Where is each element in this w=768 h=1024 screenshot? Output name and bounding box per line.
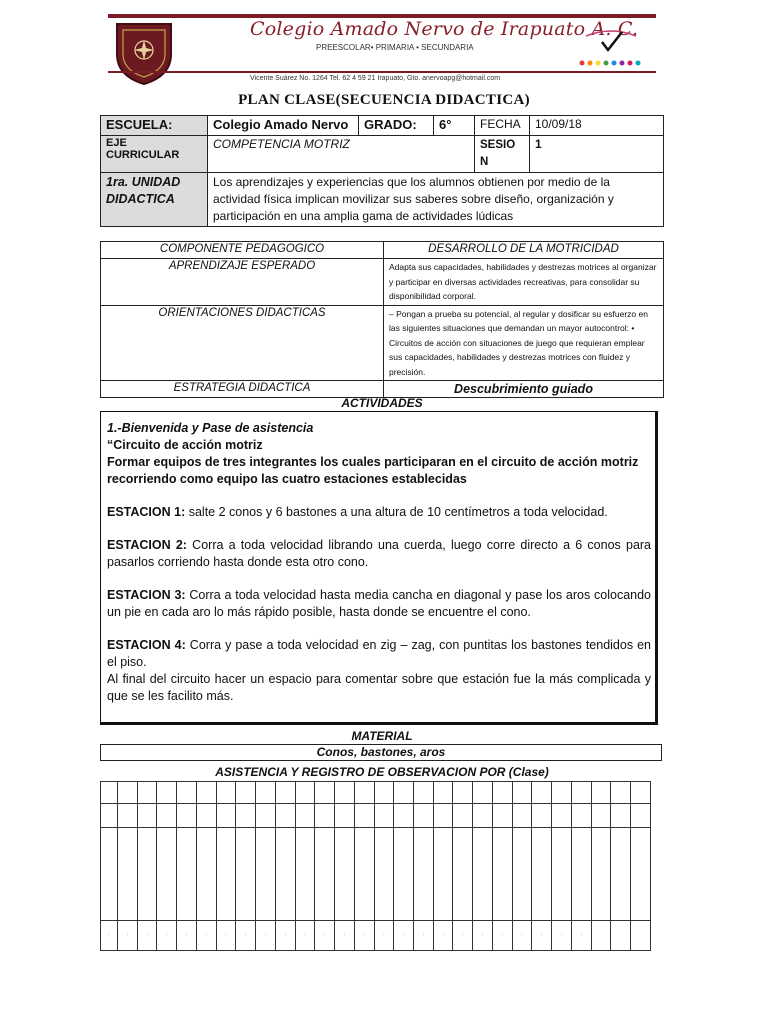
attendance-cell — [295, 828, 315, 921]
cell-mark: · — [225, 932, 227, 939]
attendance-cell — [414, 828, 434, 921]
cell-mark: · — [580, 932, 583, 939]
station-3 — [107, 587, 655, 621]
attendance-cell — [315, 920, 335, 950]
attendance-cell — [414, 920, 434, 950]
attendance-cell — [335, 828, 355, 921]
fecha-label: FECHA — [475, 116, 530, 136]
attendance-cell — [196, 828, 216, 921]
cell-mark: · — [264, 932, 267, 939]
fecha-value: 10/09/18 — [530, 116, 664, 136]
attendance-cell — [177, 782, 197, 804]
station-1-text: salte 2 conos y 6 bastones a una altura de 10 centímetros a toda velocidad. — [185, 505, 608, 519]
attendance-cell — [512, 782, 532, 804]
attendance-cell — [492, 920, 512, 950]
eje-label: EJE CURRICULAR — [101, 136, 208, 173]
attendance-cell — [414, 782, 434, 804]
cell-mark: · — [244, 932, 247, 939]
attendance-cell — [236, 804, 256, 828]
attendance-cell — [571, 920, 591, 950]
station-3-label: ESTACION 3: — [107, 588, 186, 602]
cell-mark: · — [442, 932, 444, 939]
cell-mark: · — [165, 932, 168, 939]
cell-mark: · — [363, 932, 366, 939]
cell-mark: · — [323, 932, 326, 939]
attendance-cell — [157, 782, 177, 804]
attendance-row — [101, 804, 651, 828]
orientaciones-value: – Pongan a prueba su potencial, al regular y dosificar su esfuerzo en las siguientes situaciones que demandan un mayor autocontrol: • Circuitos de acción con situaciones de juego que requieran emplear sus capacidades, habilidades y destrezas motrices con fluidez y precisión. — [384, 305, 664, 381]
attendance-cell — [354, 782, 374, 804]
attendance-cell — [591, 920, 611, 950]
components-table — [100, 241, 664, 398]
attendance-row — [101, 782, 651, 804]
station-3-text: Corra a toda velocidad hasta media cancha en diagonal y pase los aros colocando un pie en cada aro lo más rápido posible, hasta donde se encuentre el cono. — [107, 588, 652, 619]
intro-title: 1.-Bienvenida y Pase de asistencia — [107, 421, 314, 435]
attendance-cell — [315, 828, 335, 921]
attendance-cell — [512, 804, 532, 828]
attendance-cell — [492, 828, 512, 921]
attendance-cell — [374, 782, 394, 804]
attendance-cell — [631, 828, 651, 921]
attendance-cell — [473, 804, 493, 828]
cell-mark: · — [462, 932, 464, 939]
attendance-cell — [216, 828, 236, 921]
attendance-cell — [532, 782, 552, 804]
attendance-cell — [512, 828, 532, 921]
attendance-cell — [433, 828, 453, 921]
station-1-label: ESTACION 1: — [107, 505, 186, 519]
station-4-label: ESTACION 4: — [107, 638, 186, 652]
calidad-badge-icon — [578, 26, 644, 70]
attendance-cell — [315, 782, 335, 804]
attendance-cell — [631, 782, 651, 804]
school-levels: PREESCOLAR• PRIMARIA • SECUNDARIA — [316, 43, 474, 52]
attendance-cell — [532, 920, 552, 950]
cell-mark: · — [304, 932, 306, 939]
cell-mark: · — [284, 932, 287, 939]
attendance-cell — [101, 804, 118, 828]
attendance-cell — [295, 782, 315, 804]
cell-mark: · — [521, 932, 523, 939]
attendance-cell — [394, 828, 414, 921]
cell-mark: · — [126, 932, 129, 939]
attendance-cell — [157, 828, 177, 921]
attendance-cell — [101, 920, 118, 950]
attendance-cell — [335, 782, 355, 804]
estrategia-label: ESTRATEGIA DIDACTICA — [101, 381, 384, 398]
station-4-text: Corra y pase a toda velocidad en zig – zag, con puntitas los bastones tendidos en el piso. — [107, 638, 652, 669]
attendance-cell — [256, 804, 276, 828]
cell-mark: · — [422, 932, 425, 939]
activities-box — [100, 411, 658, 725]
attendance-cell — [552, 920, 572, 950]
school-crest-icon — [113, 20, 175, 86]
cell-mark: · — [343, 932, 346, 939]
attendance-cell — [354, 804, 374, 828]
attendance-cell — [216, 804, 236, 828]
attendance-cell — [473, 828, 493, 921]
cell-mark: · — [481, 932, 484, 939]
attendance-cell — [236, 920, 256, 950]
attendance-cell — [374, 920, 394, 950]
attendance-heading: ASISTENCIA Y REGISTRO DE OBSERVACION POR (Clase) — [215, 765, 549, 779]
escuela-label: ESCUELA: — [101, 116, 208, 136]
attendance-cell — [236, 828, 256, 921]
attendance-cell — [101, 828, 118, 921]
school-address: Vicente Suárez No. 1264 Tel. 62 4 59 21 Irapuato, Gto. anervoapg@hotmail.com — [250, 75, 501, 82]
attendance-cell — [374, 828, 394, 921]
station-4 — [107, 637, 655, 671]
attendance-cell — [453, 828, 473, 921]
sesion-label: SESIO N — [475, 136, 530, 173]
info-table — [100, 115, 664, 227]
attendance-cell — [256, 920, 276, 950]
circuit-description: Formar equipos de tres integrantes los cuales participaran en el circuito de acción motriz recorriendo como equipo las cuatro estaciones establecidas — [107, 455, 639, 486]
componente-value: DESARROLLO DE LA MOTRICIDAD — [384, 242, 664, 259]
attendance-cell — [295, 920, 315, 950]
attendance-cell — [394, 804, 414, 828]
cell-mark: · — [146, 932, 148, 939]
attendance-cell — [236, 782, 256, 804]
closing-text: Al final del circuito hacer un espacio para comentar sobre que estación fue la más complicada y que se les facilito más. — [107, 672, 651, 703]
attendance-cell — [532, 804, 552, 828]
attendance-cell — [433, 804, 453, 828]
grado-value: 6° — [434, 116, 475, 136]
attendance-cell — [394, 920, 414, 950]
cell-mark: · — [501, 932, 504, 939]
componente-label: COMPONENTE PEDAGOGICO — [101, 242, 384, 259]
sesion-value: 1 — [530, 136, 664, 173]
attendance-cell — [552, 804, 572, 828]
attendance-grid — [100, 781, 651, 951]
attendance-cell — [137, 920, 157, 950]
station-2-label: ESTACION 2: — [107, 538, 187, 552]
attendance-cell — [453, 782, 473, 804]
attendance-cell — [118, 828, 138, 921]
attendance-cell — [492, 804, 512, 828]
attendance-cell — [101, 782, 118, 804]
attendance-cell — [611, 828, 631, 921]
attendance-cell — [433, 782, 453, 804]
attendance-cell — [137, 804, 157, 828]
attendance-cell — [611, 804, 631, 828]
attendance-cell — [196, 920, 216, 950]
attendance-row — [101, 920, 651, 950]
estrategia-value: Descubrimiento guiado — [384, 381, 664, 398]
attendance-cell — [137, 828, 157, 921]
cell-mark: · — [560, 932, 563, 939]
attendance-cell — [552, 782, 572, 804]
attendance-cell — [256, 782, 276, 804]
attendance-cell — [118, 804, 138, 828]
attendance-cell — [611, 920, 631, 950]
attendance-cell — [591, 804, 611, 828]
attendance-cell — [453, 804, 473, 828]
attendance-cell — [414, 804, 434, 828]
attendance-row — [101, 828, 651, 921]
attendance-cell — [512, 920, 532, 950]
station-2 — [107, 537, 655, 571]
attendance-cell — [275, 920, 295, 950]
attendance-cell — [275, 828, 295, 921]
cell-mark: · — [108, 932, 110, 939]
attendance-cell — [177, 920, 197, 950]
attendance-cell — [611, 782, 631, 804]
attendance-cell — [196, 782, 216, 804]
escuela-value: Colegio Amado Nervo — [208, 116, 359, 136]
material-heading: MATERIAL — [351, 729, 413, 743]
material-value: Conos, bastones, aros — [100, 744, 662, 761]
attendance-cell — [571, 804, 591, 828]
attendance-cell — [433, 920, 453, 950]
attendance-cell — [275, 804, 295, 828]
attendance-cell — [631, 804, 651, 828]
attendance-cell — [591, 782, 611, 804]
station-1 — [107, 504, 655, 521]
attendance-cell — [335, 804, 355, 828]
cell-mark: · — [402, 932, 405, 939]
attendance-cell — [118, 920, 138, 950]
cell-mark: · — [383, 932, 385, 939]
unidad-label: 1ra. UNIDAD DIDACTICA — [101, 173, 208, 227]
attendance-cell — [571, 782, 591, 804]
attendance-cell — [177, 828, 197, 921]
page-title: PLAN CLASE(SECUENCIA DIDACTICA) — [238, 92, 530, 108]
attendance-cell — [335, 920, 355, 950]
school-name: Colegio Amado Nervo de Irapuato A. C. — [250, 18, 639, 40]
attendance-cell — [394, 782, 414, 804]
circuit-title: “Circuito de acción motriz — [107, 438, 263, 452]
attendance-cell — [552, 828, 572, 921]
attendance-cell — [256, 828, 276, 921]
grado-label: GRADO: — [359, 116, 434, 136]
header-bottom-rule — [108, 71, 656, 73]
cell-mark: · — [540, 932, 543, 939]
attendance-cell — [216, 920, 236, 950]
attendance-cell — [473, 782, 493, 804]
unidad-value: Los aprendizajes y experiencias que los alumnos obtienen por medio de la actividad física implican movilizar sus saberes sobre diseño, organización y participación en una amplia gama de actividades lúdicas — [208, 173, 664, 227]
eje-value: COMPETENCIA MOTRIZ — [208, 136, 475, 173]
attendance-cell — [631, 920, 651, 950]
cell-mark: · — [185, 932, 188, 939]
attendance-cell — [177, 804, 197, 828]
aprendizaje-value: Adapta sus capacidades, habilidades y destrezas motrices al organizar y participar en diversas actividades recreativas, para consolidar su disponibilidad corporal. — [384, 259, 664, 306]
attendance-cell — [354, 920, 374, 950]
attendance-cell — [532, 828, 552, 921]
orientaciones-label: ORIENTACIONES DIDACTICAS — [101, 305, 384, 381]
attendance-cell — [315, 804, 335, 828]
attendance-cell — [473, 920, 493, 950]
aprendizaje-label: APRENDIZAJE ESPERADO — [101, 259, 384, 306]
attendance-cell — [157, 804, 177, 828]
attendance-cell — [196, 804, 216, 828]
attendance-cell — [275, 782, 295, 804]
activities-heading: ACTIVIDADES — [341, 396, 423, 410]
attendance-cell — [354, 828, 374, 921]
attendance-cell — [137, 782, 157, 804]
attendance-cell — [295, 804, 315, 828]
attendance-cell — [118, 782, 138, 804]
attendance-cell — [492, 782, 512, 804]
attendance-cell — [157, 920, 177, 950]
attendance-cell — [591, 828, 611, 921]
attendance-cell — [216, 782, 236, 804]
attendance-cell — [571, 828, 591, 921]
attendance-cell — [374, 804, 394, 828]
station-2-text: Corra a toda velocidad librando una cuerda, luego corre directo a 6 conos para pasarlos corriendo hasta donde esta otro cono. — [107, 538, 652, 569]
attendance-cell — [453, 920, 473, 950]
cell-mark: · — [205, 932, 208, 939]
